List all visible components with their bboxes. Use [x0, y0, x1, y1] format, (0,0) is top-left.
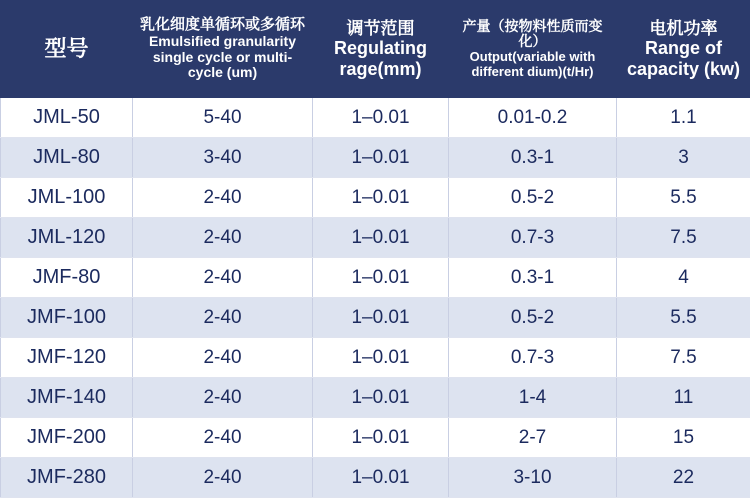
header-row [1, 1, 750, 98]
cell-power: 7.5 [617, 338, 750, 378]
cell-regulating-range: 1–0.01 [313, 98, 449, 138]
cell-model: JMF-280 [1, 458, 133, 498]
column-header-model [1, 1, 133, 98]
cell-model: JML-50 [1, 98, 133, 138]
table-header [1, 1, 750, 98]
cell-power: 3 [617, 138, 750, 178]
cell-granularity: 2-40 [133, 218, 313, 258]
column-header-model-cn: 型号 [5, 37, 128, 62]
column-header-granularity-cn: 乳化细度单循环或多循环 [137, 17, 308, 34]
cell-model: JML-100 [1, 178, 133, 218]
cell-output: 2-7 [449, 418, 617, 458]
cell-output: 0.3-1 [449, 258, 617, 298]
table-row [1, 218, 750, 258]
cell-granularity: 2-40 [133, 298, 313, 338]
cell-power: 1.1 [617, 98, 750, 138]
cell-model: JMF-80 [1, 258, 133, 298]
column-header-power [617, 1, 750, 98]
table-row [1, 338, 750, 378]
cell-power: 22 [617, 458, 750, 498]
cell-regulating-range: 1–0.01 [313, 138, 449, 178]
cell-output: 0.7-3 [449, 218, 617, 258]
table-row [1, 178, 750, 218]
cell-granularity: 2-40 [133, 458, 313, 498]
column-header-granularity-en: Emulsified granularity single cycle or multi-cycle (um) [137, 34, 308, 81]
table-row [1, 138, 750, 178]
cell-model: JMF-120 [1, 338, 133, 378]
cell-output: 1-4 [449, 378, 617, 418]
column-header-regulating-range-cn: 调节范围 [317, 19, 444, 38]
cell-output: 0.7-3 [449, 338, 617, 378]
table-row [1, 98, 750, 138]
cell-power: 7.5 [617, 218, 750, 258]
cell-granularity: 2-40 [133, 258, 313, 298]
column-header-output-cn: 产量（按物料性质而变化） [453, 19, 612, 50]
cell-output: 0.5-2 [449, 298, 617, 338]
column-header-power-cn: 电机功率 [621, 19, 746, 38]
cell-regulating-range: 1–0.01 [313, 338, 449, 378]
cell-regulating-range: 1–0.01 [313, 418, 449, 458]
table-row [1, 378, 750, 418]
column-header-output-en: Output(variable with different dium)(t/Hr) [453, 50, 612, 79]
cell-model: JML-80 [1, 138, 133, 178]
cell-regulating-range: 1–0.01 [313, 298, 449, 338]
cell-output: 0.3-1 [449, 138, 617, 178]
table-row [1, 258, 750, 298]
cell-granularity: 2-40 [133, 178, 313, 218]
table-row [1, 418, 750, 458]
column-header-granularity [133, 1, 313, 98]
cell-granularity: 5-40 [133, 98, 313, 138]
cell-granularity: 3-40 [133, 138, 313, 178]
cell-regulating-range: 1–0.01 [313, 378, 449, 418]
table-body [1, 98, 750, 498]
cell-granularity: 2-40 [133, 378, 313, 418]
cell-output: 0.5-2 [449, 178, 617, 218]
cell-model: JMF-140 [1, 378, 133, 418]
column-header-output [449, 1, 617, 98]
cell-model: JML-120 [1, 218, 133, 258]
cell-granularity: 2-40 [133, 418, 313, 458]
cell-output: 3-10 [449, 458, 617, 498]
cell-power: 15 [617, 418, 750, 458]
cell-power: 5.5 [617, 298, 750, 338]
cell-granularity: 2-40 [133, 338, 313, 378]
cell-regulating-range: 1–0.01 [313, 218, 449, 258]
cell-power: 4 [617, 258, 750, 298]
column-header-power-en: Range of capacity (kw) [621, 38, 746, 78]
column-header-regulating-range-en: Regulating rage(mm) [317, 38, 444, 78]
cell-power: 11 [617, 378, 750, 418]
cell-power: 5.5 [617, 178, 750, 218]
cell-regulating-range: 1–0.01 [313, 258, 449, 298]
cell-model: JMF-100 [1, 298, 133, 338]
cell-model: JMF-200 [1, 418, 133, 458]
column-header-regulating-range [313, 1, 449, 98]
cell-output: 0.01-0.2 [449, 98, 617, 138]
table-row [1, 298, 750, 338]
cell-regulating-range: 1–0.01 [313, 458, 449, 498]
cell-regulating-range: 1–0.01 [313, 178, 449, 218]
